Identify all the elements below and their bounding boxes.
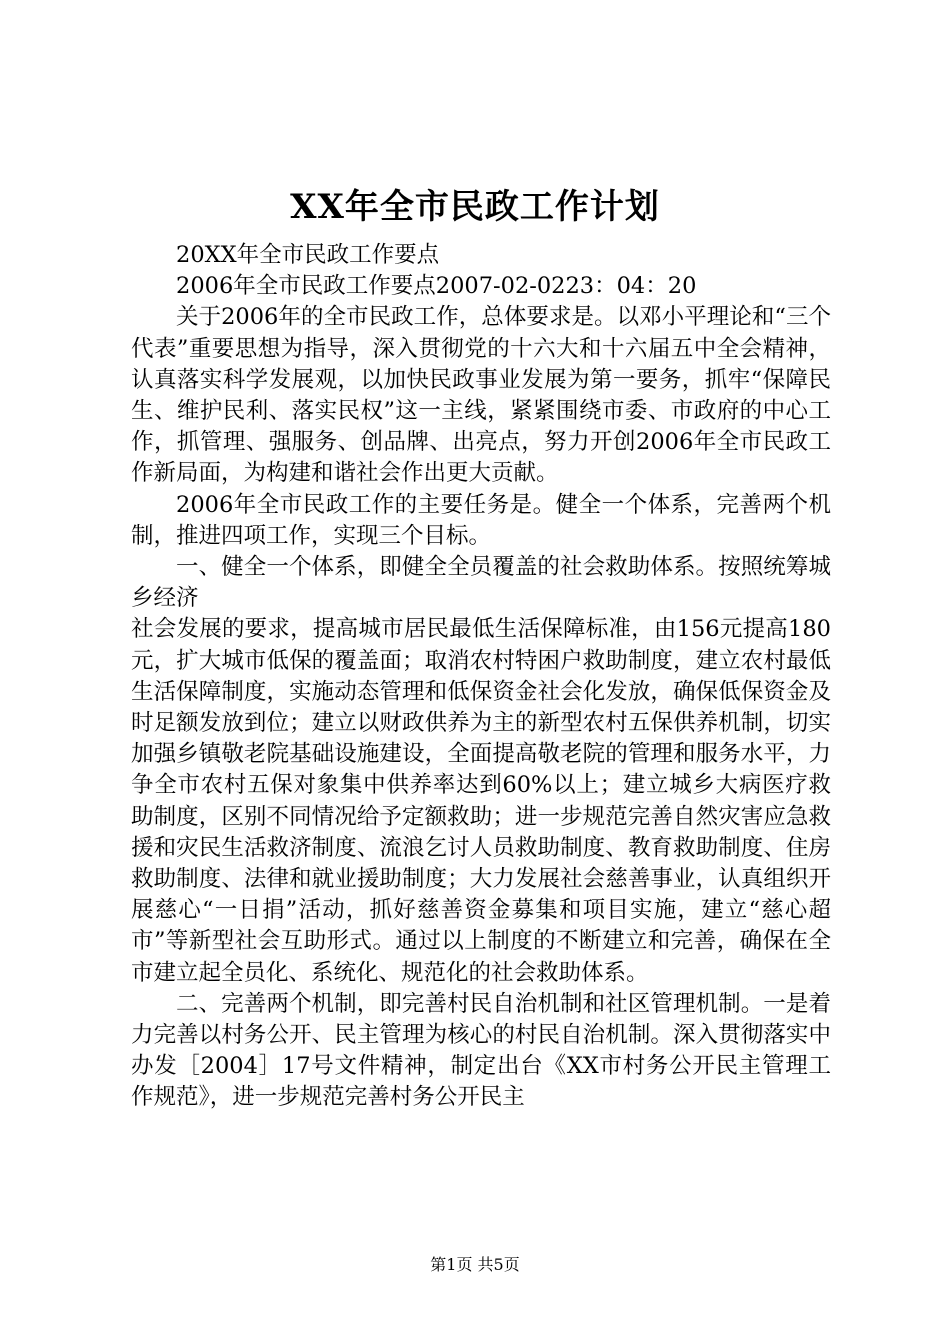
paragraph: 二、完善两个机制，即完善村民自治机制和社区管理机制。一是着力完善以村务公开、民主管理为核心的村民自治机制。深入贯彻落实中办发［2004］17号文件精神，制定出台《XX市村务公开民主管理工作规范》，进一步规范完善村务公开民主 [131, 990, 831, 1111]
paragraph: 关于2006年的全市民政工作，总体要求是。以邓小平理论和“三个代表”重要思想为指导，深入贯彻党的十六大和十六届五中全会精神，认真落实科学发展观，以加快民政事业发展为第一要务，抓牢“保障民生、维护民利、落实民权”这一主线，紧紧围绕市委、市政府的中心工作，抓管理、强服务、创品牌、出亮点，努力开创2006年全市民政工作新局面，为构建和谐社会作出更大贡献。 [131, 304, 831, 487]
paragraph: 2006年全市民政工作的主要任务是。健全一个体系，完善两个机制，推进四项工作，实现三个目标。 [131, 491, 831, 549]
paragraph: 20XX年全市民政工作要点 [176, 242, 440, 268]
page-footer: 第1页 共5页 [430, 1255, 520, 1274]
document-title: XX年全市民政工作计划 [290, 187, 660, 227]
paragraph: 社会发展的要求，提高城市居民最低生活保障标准，由156元提高180元，扩大城市低保的覆盖面；取消农村特困户救助制度，建立农村最低生活保障制度，实施动态管理和低保资金社会化发放，确保低保资金及时足额发放到位；建立以财政供养为主的新型农村五保供养机制，切实加强乡镇敬老院基础设施建设，全面提高敬老院的管理和服务水平，力争全市农村五保对象集中供养率达到60%以上；建立城乡大病医疗救助制度，区别不同情况给予定额救助；进一步规范完善自然灾害应急救援和灾民生活救济制度、流浪乞讨人员救助制度、教育救助制度、住房救助制度、法律和就业援助制度；大力发展社会慈善事业，认真组织开展慈心“一日捐”活动，抓好慈善资金募集和项目实施，建立“慈心超市”等新型社会互助形式。通过以上制度的不断建立和完善，确保在全市建立起全员化、系统化、规范化的社会救助体系。 [131, 616, 831, 986]
paragraph: 2006年全市民政工作要点2007-02-0223：04：20 [176, 273, 697, 300]
paragraph: 一、健全一个体系，即健全全员覆盖的社会救助体系。按照统筹城乡经济 [131, 554, 831, 612]
document-body [131, 240, 831, 1114]
